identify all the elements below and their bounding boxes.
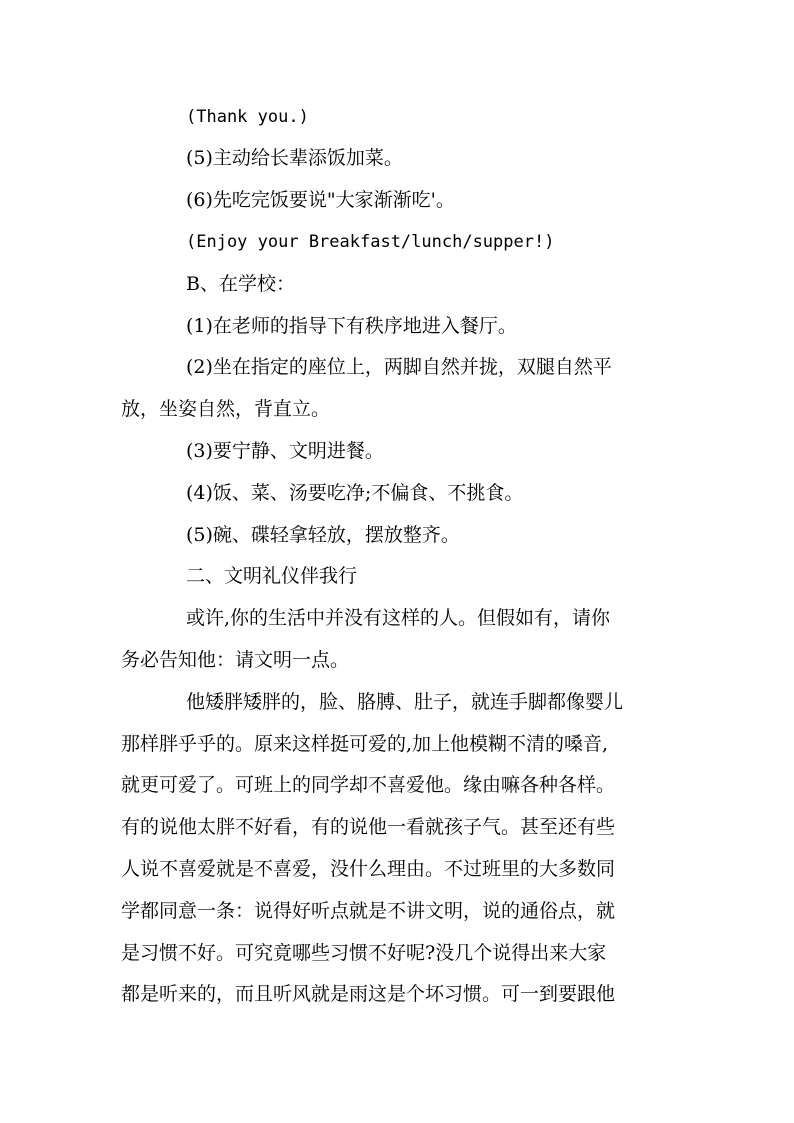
text-line-6: (1)在老师的指导下有秩序地进入餐厅。: [186, 315, 517, 337]
text-line-9: (3)要宁静、文明进餐。: [186, 440, 384, 462]
text-line-13: 或许,你的生活中并没有这样的人。但假如有，请你: [186, 607, 611, 629]
text-line-15: 他矮胖矮胖的，脸、胳膊、肚子，就连手脚都像婴儿: [186, 691, 624, 713]
section-heading: 二、文明礼仪伴我行: [186, 565, 358, 587]
text-line-22: 都是听来的，而且听风就是雨这是个坏习惯。可一到要跟他: [121, 983, 616, 1005]
text-line-14: 务必告知他：请文明一点。: [121, 649, 350, 671]
text-line-1: (Thank you.): [186, 107, 309, 127]
text-line-20: 学都同意一条：说得好听点就是不讲文明，说的通俗点，就: [121, 900, 616, 922]
text-line-4: (Enjoy your Breakfast/lunch/supper!): [186, 232, 555, 252]
text-line-16: 那样胖乎乎的。原来这样挺可爱的,加上他模糊不清的嗓音,: [121, 733, 609, 755]
text-line-10: (4)饭、菜、汤要吃净;不偏食、不挑食。: [186, 482, 524, 504]
text-line-7: (2)坐在指定的座位上，两脚自然并拢，双腿自然平: [186, 356, 612, 378]
text-line-17: 就更可爱了。可班上的同学却不喜爱他。缘由嘛各种各样。: [121, 774, 616, 796]
text-line-21: 是习惯不好。可究竟哪些习惯不好呢?没几个说得出来大家: [121, 942, 607, 964]
text-line-5: B、在学校：: [186, 273, 295, 295]
text-line-18: 有的说他太胖不好看，有的说他一看就孩子气。甚至还有些: [121, 816, 616, 838]
text-line-2: (5)主动给长辈添饭加菜。: [186, 147, 403, 169]
text-line-11: (5)碗、碟轻拿轻放，摆放整齐。: [186, 524, 460, 546]
text-line-3: (6)先吃完饭要说"大家渐渐吃'。: [186, 189, 455, 211]
text-line-8: 放，坐姿自然，背直立。: [121, 398, 331, 420]
text-line-19: 人说不喜爱就是不喜爱，没什么理由。不过班里的大多数同: [121, 858, 616, 880]
